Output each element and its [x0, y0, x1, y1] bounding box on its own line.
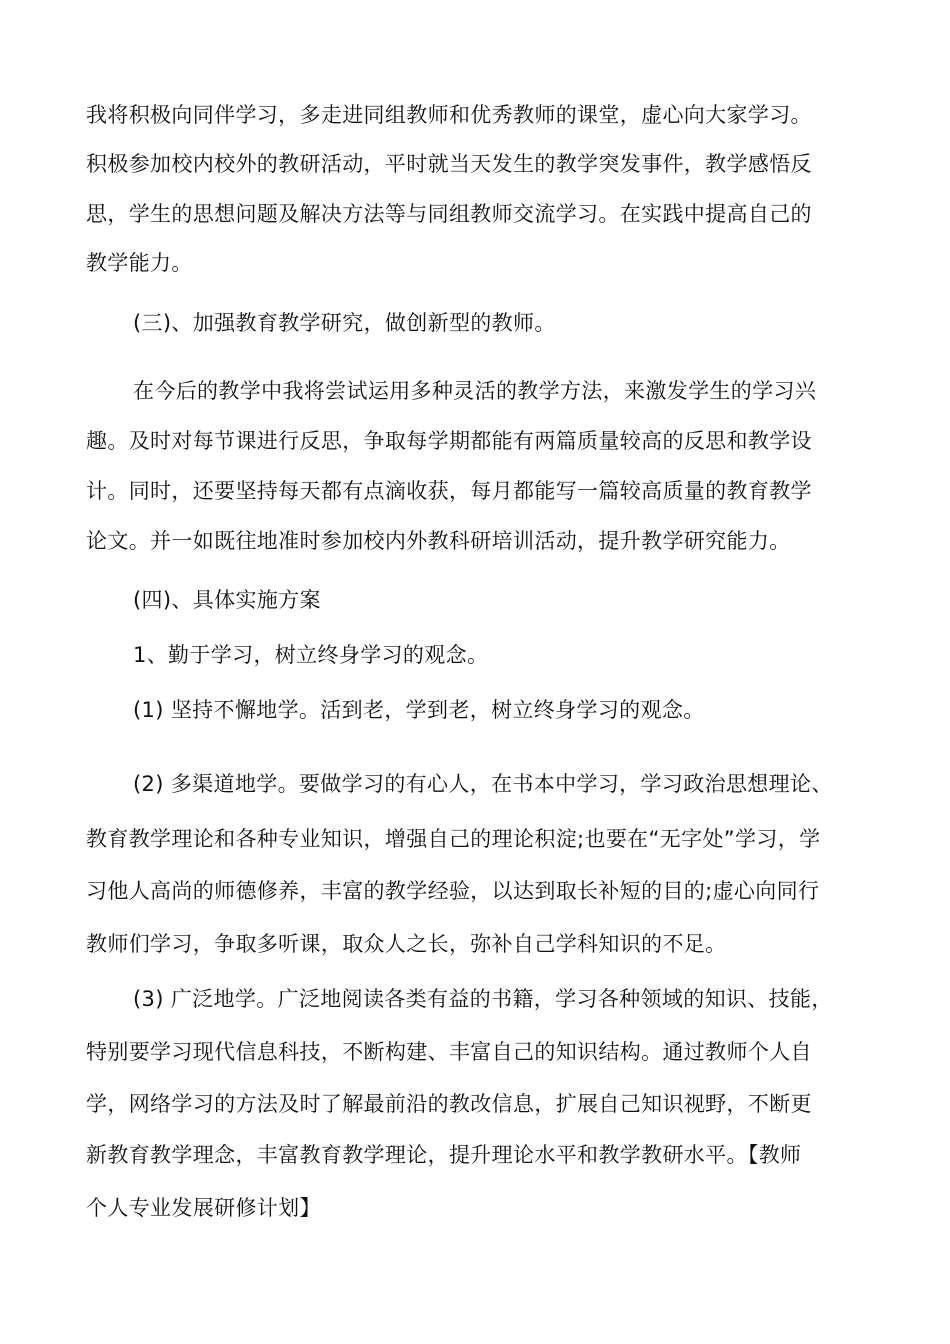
list-item: (1) 坚持不懈地学。活到老，学到老，树立终身学习的观念。: [133, 698, 705, 722]
paragraph-line: 特别要学习现代信息科技，不断构建、丰富自己的知识结构。通过教师个人自: [86, 1040, 812, 1064]
paragraph-line: 我将积极向同伴学习，多走进同组教师和优秀教师的课堂，虚心向大家学习。: [86, 103, 812, 127]
paragraph-line: 在今后的教学中我将尝试运用多种灵活的教学方法，来激发学生的学习兴: [133, 379, 817, 403]
list-item-heading: 1、勤于学习，树立终身学习的观念。: [133, 643, 489, 667]
paragraph-line: 教师们学习，争取多听课，取众人之长，弥补自己学科知识的不足。: [86, 932, 727, 956]
paragraph-line: 论文。并一如既往地准时参加校内外教科研培训活动，提升教学研究能力。: [86, 529, 791, 553]
paragraph-line: 教育教学理论和各种专业知识，增强自己的理论积淀;也要在“无字处”学习，学: [86, 827, 821, 851]
paragraph-line: 习他人高尚的师德修养，丰富的教学经验，以达到取长补短的目的;虚心向同行: [86, 879, 820, 903]
list-item: (3) 广泛地学。广泛地阅读各类有益的书籍，学习各种领域的知识、技能，: [133, 987, 833, 1011]
paragraph-line: 教学能力。: [86, 251, 193, 275]
paragraph-line: 个人专业发展研修计划】: [86, 1196, 321, 1220]
section-heading-3: (三)、加强教育教学研究，做创新型的教师。: [133, 311, 556, 335]
paragraph-line: 思，学生的思想问题及解决方法等与同组教师交流学习。在实践中提高自己的: [86, 202, 812, 226]
paragraph-line: 新教育教学理念，丰富教育教学理论，提升理论水平和教学教研水平。【教师: [86, 1143, 802, 1167]
list-item: (2) 多渠道地学。要做学习的有心人，在书本中学习，学习政治思想理论、: [133, 772, 833, 796]
section-heading-4: (四)、具体实施方案: [133, 588, 321, 612]
paragraph-line: 趣。及时对每节课进行反思，争取每学期都能有两篇质量较高的反思和教学设: [86, 429, 812, 453]
paragraph-line: 积极参加校内校外的教研活动，平时就当天发生的教学突发事件，教学感悟反: [86, 152, 812, 176]
paragraph-line: 计。同时，还要坚持每天都有点滴收获，每月都能写一篇较高质量的教育教学: [86, 479, 812, 503]
paragraph-line: 学，网络学习的方法及时了解最前沿的教改信息，扩展自己知识视野，不断更: [86, 1092, 812, 1116]
